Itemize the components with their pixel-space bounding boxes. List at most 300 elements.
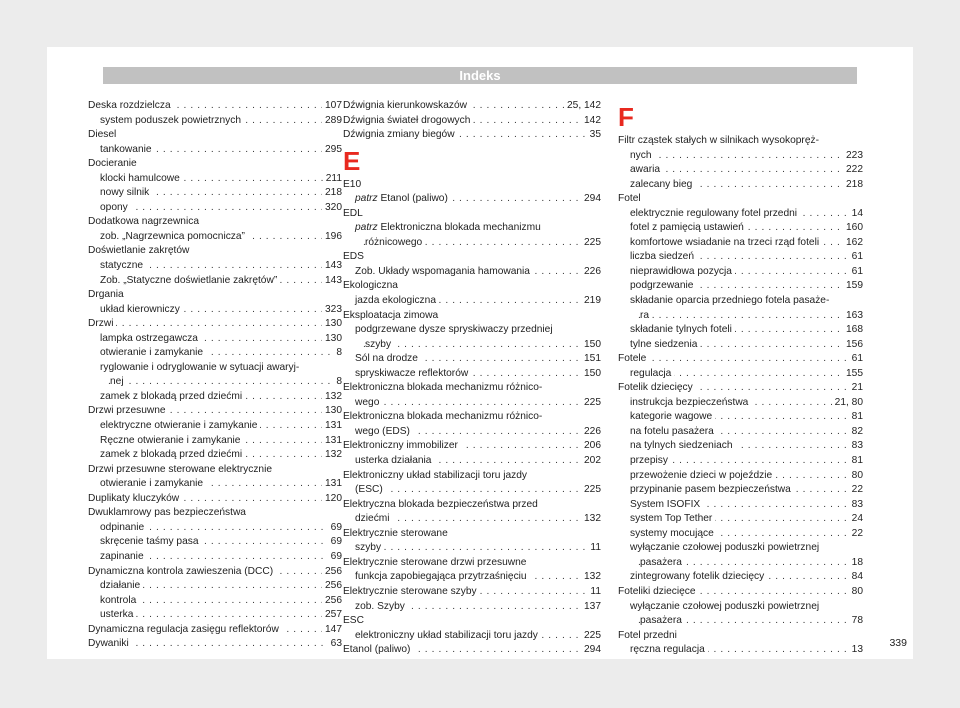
index-entry (343, 381, 601, 396)
index-term (630, 513, 715, 524)
index-entry (88, 390, 342, 405)
index-term (355, 455, 434, 466)
index-entry (618, 352, 863, 367)
index-term (630, 280, 696, 291)
index-term (630, 571, 767, 582)
index-term-text: Dywaniki (88, 638, 129, 650)
index-term-text: tylne siedzenia (630, 338, 698, 350)
index-entry (618, 294, 863, 309)
page-reference: 223 (843, 149, 863, 164)
index-term (365, 339, 394, 350)
index-entry (88, 375, 342, 390)
index-term (88, 507, 249, 518)
index-term-text: usterka działania (355, 455, 432, 467)
index-term (355, 630, 541, 641)
index-term-text: Doświetlanie zakrętów (88, 245, 190, 257)
index-term-text: wyłączanie czołowej poduszki powietrznej (630, 542, 820, 554)
page-reference: 257 (322, 608, 342, 623)
index-term (618, 630, 680, 641)
index-term-text: Dźwignia świateł drogowych (343, 114, 471, 126)
index-term-text: EDS (343, 251, 364, 263)
page-reference: 130 (322, 332, 342, 347)
index-term (355, 397, 382, 408)
index-term-text: ryglowanie i odryglowanie w sytuacji awaryj- (100, 361, 300, 373)
index-term (88, 129, 119, 140)
page-reference: 132 (322, 448, 342, 463)
index-term (355, 266, 533, 277)
index-term (100, 115, 244, 126)
index-term (343, 382, 545, 393)
index-term-text: tankowanie (100, 143, 152, 155)
index-term (100, 391, 245, 402)
index-entry (618, 207, 863, 222)
index-term (365, 237, 425, 248)
page-reference: 80 (849, 469, 863, 484)
index-entry (88, 274, 342, 289)
index-entry (618, 614, 863, 629)
index-entry (88, 303, 342, 318)
index-term (100, 420, 260, 431)
index-entry (618, 469, 863, 484)
index-entry (88, 230, 342, 245)
page-reference: 147 (322, 623, 342, 638)
index-term (343, 208, 366, 219)
index-term-text: systemy mocujące (630, 527, 714, 539)
page-reference: 25, 142 (564, 99, 601, 114)
page-reference: 226 (581, 425, 601, 440)
index-term-text: ESC (343, 615, 364, 627)
index-term (100, 609, 136, 620)
index-term (355, 324, 556, 335)
page-reference: 11 (587, 585, 601, 600)
index-term (343, 644, 413, 655)
page-reference: 222 (843, 163, 863, 178)
index-term-text: EDL (343, 207, 363, 219)
index-entry (88, 535, 342, 550)
index-term-text: funkcja zapobiegająca przytrzaśnięciu (355, 571, 527, 583)
page-reference: 155 (843, 367, 863, 382)
page-reference: 81 (849, 454, 863, 469)
index-term (618, 193, 644, 204)
index-term-text: nych (630, 149, 652, 161)
index-term-text: przepisy (630, 455, 668, 467)
page-reference: 225 (581, 629, 601, 644)
index-term-text: skręcenie taśmy pasa (100, 536, 199, 548)
index-entry (343, 483, 601, 498)
page-reference: 80 (849, 585, 863, 600)
index-entry (618, 600, 863, 615)
page-reference: 256 (322, 594, 342, 609)
page-reference: 256 (322, 565, 342, 580)
page-reference: 22 (849, 527, 863, 542)
index-entry (618, 585, 863, 600)
page-reference: 168 (843, 323, 863, 338)
index-term (110, 376, 127, 387)
index-term (100, 144, 155, 155)
index-entry (618, 425, 863, 440)
index-term-text: nej (110, 376, 124, 388)
index-term-text: Elektrycznie sterowane szyby (343, 585, 477, 597)
index-term-text: pasażera (640, 556, 682, 568)
page-reference: 130 (322, 404, 342, 419)
index-term (100, 304, 183, 315)
page-reference: 132 (581, 512, 601, 527)
index-entry (618, 178, 863, 193)
index-term (88, 318, 116, 329)
index-entry (88, 637, 342, 652)
index-term (88, 100, 174, 111)
index-term-text: Etanol (paliwo) (377, 193, 448, 205)
index-term-text: składanie oparcia przedniego fotela pasaże- (630, 295, 830, 307)
page-reference: 218 (322, 186, 342, 201)
page-reference: 320 (322, 201, 342, 216)
index-entry (343, 265, 601, 280)
index-entry (343, 114, 601, 129)
index-entry (343, 469, 601, 484)
index-term (343, 440, 461, 451)
index-term (343, 179, 364, 190)
index-entry (618, 192, 863, 207)
index-entry (343, 221, 601, 236)
index-term (630, 426, 717, 437)
index-term (343, 411, 545, 422)
index-term (88, 493, 182, 504)
index-term-text: zob. Szyby (355, 600, 405, 612)
index-term-text: Dodatkowa nagrzewnica (88, 216, 199, 228)
index-entry (343, 192, 601, 207)
index-term (88, 216, 202, 227)
index-entry (618, 396, 863, 411)
index-term (630, 542, 822, 553)
index-entry (618, 643, 863, 658)
index-column-2 (343, 99, 601, 658)
index-entry (343, 629, 601, 644)
index-entry (88, 114, 342, 129)
index-term (630, 324, 735, 335)
index-entry (343, 323, 601, 338)
index-entry (88, 623, 342, 638)
index-term-text: Elektroniczna blokada mechanizmu (377, 222, 541, 234)
page-reference: 163 (843, 309, 863, 324)
index-entry (343, 585, 601, 600)
index-entry (343, 207, 601, 222)
index-term (100, 580, 143, 591)
index-term-text: Sól na drodze (355, 353, 418, 365)
index-term (100, 435, 243, 446)
index-entry (618, 338, 863, 353)
index-term-text: układ kierowniczy (100, 303, 180, 315)
page-header: Indeks (103, 67, 857, 84)
index-term (630, 499, 703, 510)
index-term (355, 601, 408, 612)
index-term (618, 353, 649, 364)
index-term-text: (ESC) (355, 484, 383, 496)
index-term (100, 231, 248, 242)
index-entry (618, 410, 863, 425)
index-term-text: Elektrycznie sterowane (343, 527, 448, 539)
page-reference: 225 (581, 236, 601, 251)
index-term (88, 289, 127, 300)
index-term-text: wego (EDS) (355, 425, 410, 437)
index-term-text: Fotel (618, 193, 641, 205)
index-term (343, 100, 470, 111)
index-term-text: podgrzewanie (630, 280, 694, 292)
page-reference: 226 (581, 265, 601, 280)
index-term-text: Elektroniczny układ stabilizacji toru jazdy (343, 469, 528, 481)
index-term-text: Ręczne otwieranie i zamykanie (100, 434, 241, 446)
index-entry (343, 236, 601, 251)
index-entry (343, 498, 601, 513)
index-term (640, 557, 685, 568)
index-entry (618, 454, 863, 469)
index-term (88, 566, 276, 577)
page-reference: 323 (322, 303, 342, 318)
index-entry (88, 419, 342, 434)
index-entry (88, 550, 342, 565)
index-term (88, 245, 192, 256)
index-term (618, 135, 822, 146)
index-term (100, 202, 131, 213)
index-term (100, 478, 206, 489)
index-term (630, 455, 671, 466)
index-term (355, 222, 544, 233)
index-entry (343, 439, 601, 454)
index-entry (343, 178, 601, 193)
page-reference: 150 (581, 367, 601, 382)
index-term (100, 173, 183, 184)
index-term (100, 333, 201, 344)
page-reference: 143 (322, 259, 342, 274)
index-term-text: Fotele (618, 353, 647, 365)
page-reference: 132 (581, 570, 601, 585)
index-entry (343, 614, 601, 629)
page-reference: 156 (843, 338, 863, 353)
index-term-text: kontrola (100, 594, 137, 606)
index-term-text: zamek z blokadą przed dziećmi (100, 449, 243, 461)
index-entry (88, 579, 342, 594)
index-term (100, 522, 147, 533)
index-term (355, 295, 439, 306)
index-term (343, 280, 401, 291)
index-entry (88, 434, 342, 449)
index-term-text: szyby (365, 338, 392, 350)
index-entry (343, 352, 601, 367)
index-entry (343, 512, 601, 527)
index-term-text: przewożenie dzieci w pojeździe (630, 469, 773, 481)
index-term-text: zapinanie (100, 550, 144, 562)
page-reference: 159 (843, 279, 863, 294)
index-term (343, 615, 367, 626)
index-entry (88, 506, 342, 521)
index-term-text: odpinanie (100, 521, 145, 533)
index-entry (88, 157, 342, 172)
index-term (630, 208, 800, 219)
index-term (355, 426, 413, 437)
index-term-text: Foteliki dziecięce (618, 585, 696, 597)
index-term-text: Dźwignia zmiany biegów (343, 129, 455, 141)
index-term (100, 275, 280, 286)
index-term-text: Dynamiczna kontrola zawieszenia (DCC) (88, 565, 274, 577)
index-term (630, 295, 832, 306)
index-entry (343, 294, 601, 309)
index-entry (343, 527, 601, 542)
index-term-text: usterka (100, 609, 134, 621)
page-reference: 22 (849, 483, 863, 498)
index-entry (343, 454, 601, 469)
index-entry (618, 483, 863, 498)
page-reference: 24 (849, 512, 863, 527)
index-term-text: składanie tylnych foteli (630, 324, 732, 336)
page-reference: 294 (581, 192, 601, 207)
page-reference: 162 (843, 236, 863, 251)
index-term-text: Duplikaty kluczyków (88, 492, 180, 504)
index-term-text: Deska rozdzielcza (88, 100, 171, 111)
index-entry (343, 279, 601, 294)
page-reference: 219 (581, 294, 601, 309)
index-term (630, 484, 794, 495)
index-term-text: instrukcja bezpieczeństwa (630, 396, 749, 408)
index-term (355, 193, 451, 204)
index-entry (88, 186, 342, 201)
index-term (630, 644, 708, 655)
page-reference: 13 (849, 643, 863, 658)
index-entry (618, 236, 863, 251)
index-entry (618, 149, 863, 164)
index-term-text: spryskiwacze reflektorów (355, 367, 469, 379)
index-term (640, 615, 685, 626)
index-term (630, 411, 715, 422)
page-reference: 61 (849, 352, 863, 367)
index-term (630, 251, 697, 262)
index-term (100, 595, 139, 606)
index-entry (618, 381, 863, 396)
page-reference: 294 (581, 643, 601, 658)
index-term (630, 339, 700, 350)
index-term (88, 638, 132, 649)
index-term-text: elektroniczny układ stabilizacji toru jazdy (355, 629, 538, 641)
index-term-text: Elektroniczna blokada mechanizmu różnico- (343, 411, 543, 423)
index-term (88, 405, 169, 416)
page-reference: 82 (849, 425, 863, 440)
index-term-text: Diesel (88, 129, 117, 141)
page-reference: 131 (322, 419, 342, 434)
index-term (100, 187, 152, 198)
index-entry (343, 396, 601, 411)
index-term-text: przypinanie pasem bezpieczeństwa (630, 484, 791, 496)
page-reference: 218 (843, 178, 863, 193)
index-entry (88, 608, 342, 623)
index-term-text: Fotelik dziecięcy (618, 382, 693, 394)
index-entry (618, 512, 863, 527)
index-term-text: dziećmi (355, 513, 390, 525)
index-term-text: działanie (100, 580, 141, 592)
section-letter: F (618, 102, 634, 132)
index-term-text: wego (355, 396, 380, 408)
page-reference: 63 (328, 637, 342, 652)
page-reference: 61 (849, 250, 863, 265)
index-entry (343, 250, 601, 265)
index-entry (343, 99, 601, 114)
page-reference: 225 (581, 483, 601, 498)
index-term (343, 586, 480, 597)
index-term-text: Ekologiczna (343, 280, 398, 292)
index-term (355, 513, 393, 524)
index-entry (88, 317, 342, 332)
index-column-1 (88, 99, 342, 652)
index-term (630, 266, 735, 277)
page-reference: 202 (581, 454, 601, 469)
index-term-text: na fotelu pasażera (630, 425, 714, 437)
index-term-text: lampka ostrzegawcza (100, 332, 198, 344)
index-entry (618, 570, 863, 585)
index-term-text: system poduszek powietrznych (100, 114, 241, 126)
index-term-text: Drzwi (88, 318, 114, 330)
index-term (343, 310, 441, 321)
index-entry (618, 323, 863, 338)
index-term (618, 382, 696, 393)
index-entry (88, 448, 342, 463)
page-reference: 295 (322, 143, 342, 158)
index-term (630, 440, 736, 451)
index-entry (343, 541, 601, 556)
index-term (640, 310, 652, 321)
index-term-text: system Top Tether (630, 513, 713, 525)
index-term (343, 115, 473, 126)
index-term (630, 222, 747, 233)
index-entry (343, 367, 601, 382)
index-term (100, 551, 147, 562)
index-term-text: nowy silnik (100, 187, 150, 199)
page-reference: 21, 80 (832, 396, 863, 411)
index-term-text: Dźwignia kierunkowskazów (343, 100, 467, 111)
index-term-text: Drzwi przesuwne (88, 405, 166, 417)
index-entry (88, 463, 342, 478)
page-reference: 120 (322, 492, 342, 507)
index-term-text: szyby (355, 542, 382, 554)
index-entry (88, 143, 342, 158)
index-term (88, 158, 140, 169)
page-reference: 107 (322, 99, 342, 114)
page-reference: 196 (322, 230, 342, 245)
page-reference: 137 (581, 600, 601, 615)
index-entry (343, 410, 601, 425)
index-term-text: awaria (630, 164, 661, 176)
index-term-text: pasażera (640, 615, 682, 627)
page-reference: 83 (849, 439, 863, 454)
index-term (88, 624, 282, 635)
index-term-text: Drgania (88, 289, 124, 301)
index-term-text: Dwuklamrowy pas bezpieczeństwa (88, 507, 246, 519)
index-term (630, 397, 751, 408)
index-entry (88, 259, 342, 274)
page-number: 339 (889, 637, 907, 649)
page-reference: 225 (581, 396, 601, 411)
index-term-text: liczba siedzeń (630, 251, 694, 263)
index-column-3 (618, 99, 863, 658)
index-term-text: Elektroniczna blokada mechanizmu różnico- (343, 382, 543, 394)
index-term-text: zintegrowany fotelik dziecięcy (630, 571, 765, 583)
index-term (630, 150, 655, 161)
index-entry (88, 128, 342, 143)
index-term (630, 237, 822, 248)
index-term-text: ra (640, 309, 650, 321)
index-entry (88, 492, 342, 507)
index-term (355, 484, 386, 495)
index-term-text: Etanol (paliwo) (343, 644, 411, 656)
index-entry (88, 215, 342, 230)
page-reference: 35 (587, 128, 601, 143)
index-term (343, 557, 529, 568)
